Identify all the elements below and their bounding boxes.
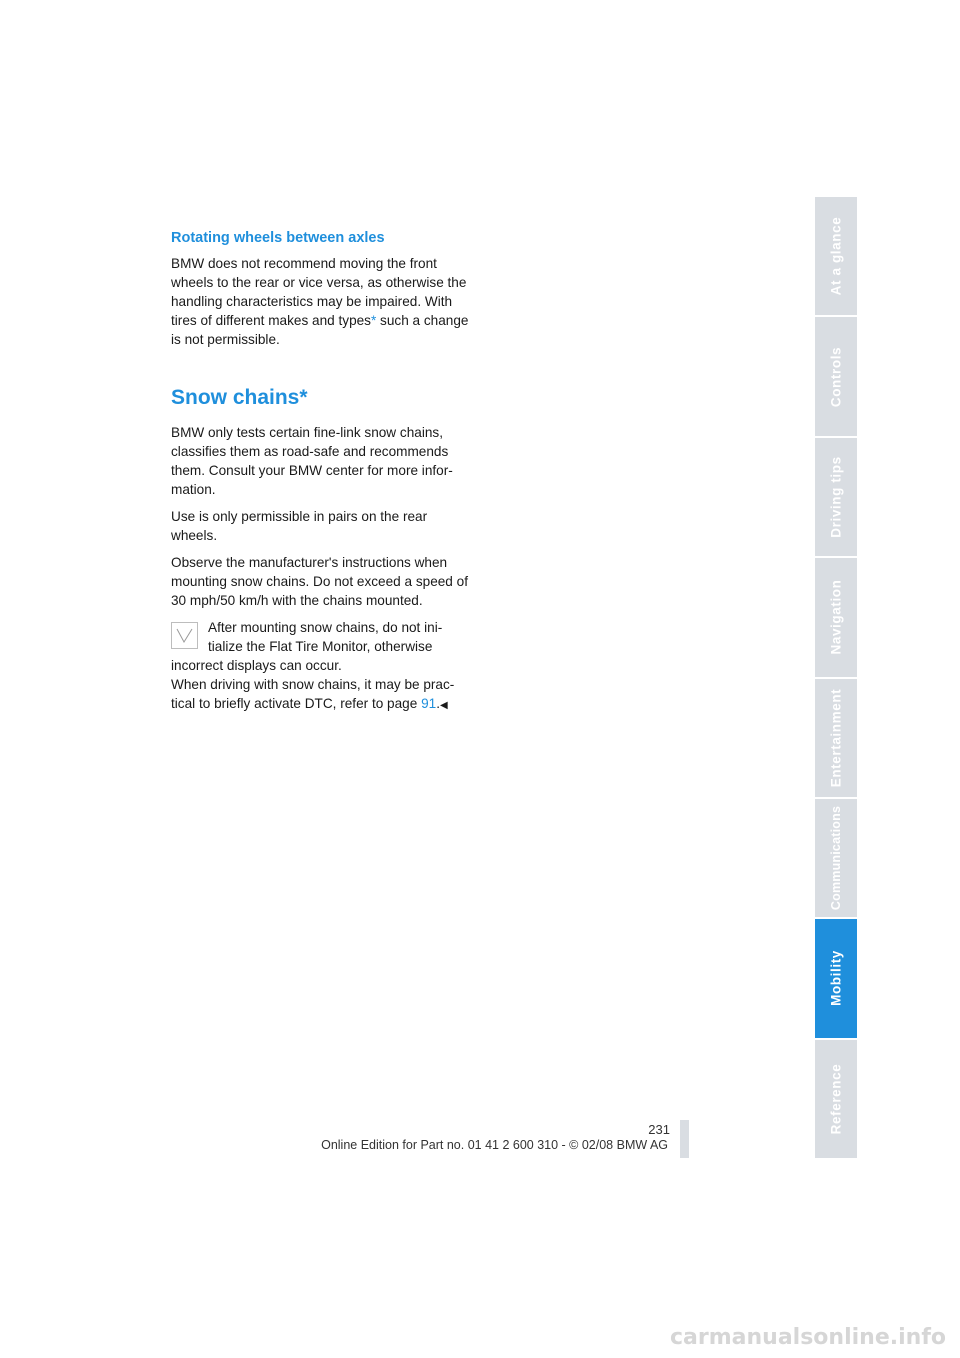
tab-communications[interactable]: [815, 799, 857, 919]
paragraph: BMW only tests certain fine-link snow chains, classifies them as road-safe and recommends them. Consult your BMW center for more infor-mation.: [171, 425, 453, 497]
watermark: carmanualsonline.info: [670, 1325, 946, 1350]
tab-navigation[interactable]: [815, 558, 857, 678]
tab-label: Driving tips: [828, 456, 844, 538]
tab-label: Communications: [829, 805, 843, 911]
tab-label: Controls: [828, 346, 844, 407]
note-period: .: [436, 696, 440, 711]
tab-label: Entertainment: [828, 688, 844, 787]
note-text: tical to briefly activate DTC, refer to page: [171, 696, 422, 711]
page-number: 231: [648, 1122, 670, 1137]
paragraph: Use is only permissible in pairs on the rear wheels.: [171, 509, 428, 543]
edition-footer: Online Edition for Part no. 01 41 2 600 310 - © 02/08 BMW AG: [321, 1138, 668, 1152]
page-reference-link[interactable]: 91: [421, 696, 437, 711]
note-line: incorrect displays can occur.: [171, 658, 342, 673]
end-mark-icon: ◀: [439, 700, 448, 711]
tab-at-a-glance[interactable]: [815, 197, 857, 317]
chapter-tabs: [815, 197, 857, 1160]
footer-bar: [680, 1120, 689, 1158]
note-line: After mounting snow chains, do not ini-: [208, 620, 443, 635]
note-line: When driving with snow chains, it may be prac-: [171, 677, 455, 692]
tab-label: Mobility: [828, 950, 844, 1007]
tab-entertainment[interactable]: [815, 679, 857, 799]
optional-equipment-star: *: [370, 313, 377, 328]
section-body: [171, 254, 471, 349]
main-content: [171, 228, 471, 715]
paragraph: Observe the manufacturer's instructions when mounting snow chains. Do not exceed a speed of 30 mph/50 km/h with the chains mounted.: [171, 555, 468, 608]
note-block: [171, 618, 471, 715]
title-star: *: [299, 386, 308, 409]
tab-driving-tips[interactable]: [815, 438, 857, 558]
tab-reference[interactable]: [815, 1040, 857, 1160]
tab-controls[interactable]: [815, 317, 857, 437]
page-title-text: Snow chains: [171, 386, 300, 409]
section-body-text-end: such a change is not permissible.: [171, 313, 469, 347]
tab-label: Navigation: [828, 579, 844, 655]
note-line-last: [171, 694, 471, 715]
section-heading: Rotating wheels between axles: [171, 230, 385, 246]
arrow-note-icon: [171, 622, 198, 649]
note-line: tialize the Flat Tire Monitor, otherwise: [208, 639, 433, 654]
tab-mobility[interactable]: [815, 919, 857, 1039]
section-body-text: BMW does not recommend moving the front wheels to the rear or vice versa, as otherwise the handling characteristics may be impaired. With tires of different makes and types: [171, 256, 467, 328]
page-title: [171, 385, 471, 411]
tab-label: At a glance: [828, 216, 844, 296]
tab-label: Reference: [828, 1063, 844, 1135]
